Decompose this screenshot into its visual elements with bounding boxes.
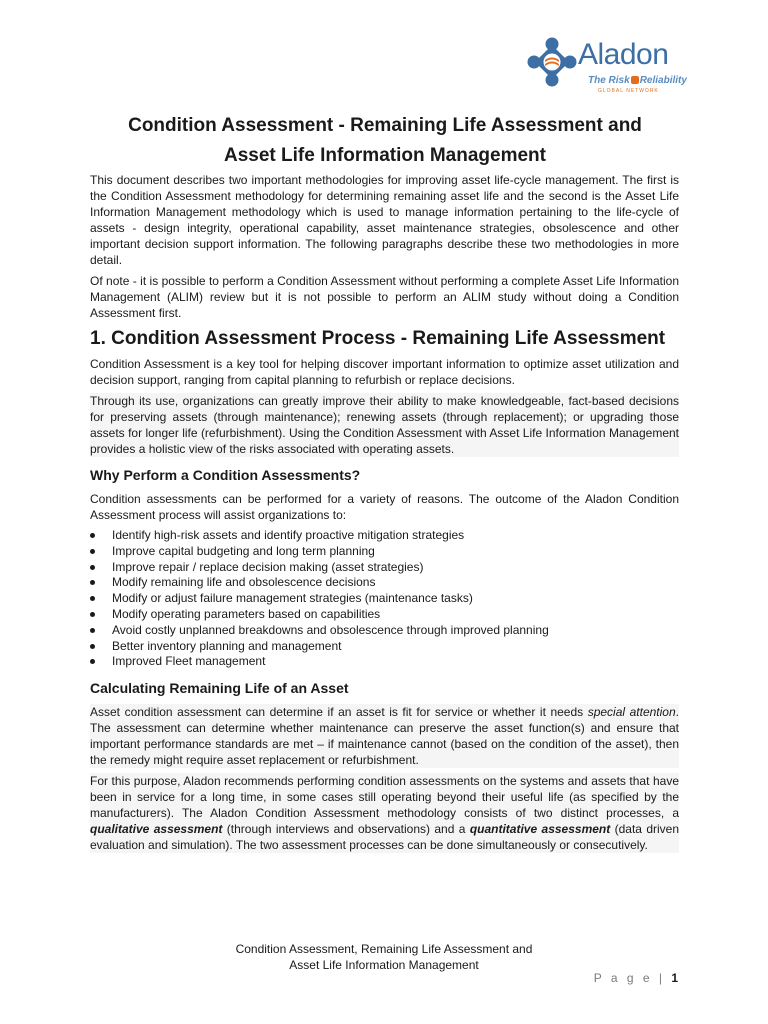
bullet-text: Modify remaining life and obsolescence decisions bbox=[112, 575, 376, 590]
calc-p2-text-end: (data driven evaluation and simulation). The two assessment processes can be done simultaneously or consecutively. bbox=[90, 822, 680, 853]
calc-p2-text-cont: (through interviews and observations) and a bbox=[222, 822, 470, 837]
bullet-item bbox=[90, 639, 679, 655]
qualitative-assessment-term: qualitative assessment bbox=[90, 822, 223, 837]
bullet-text: Identify high-risk assets and identify proactive mitigation strategies bbox=[112, 528, 465, 542]
bullet-text: Modify or adjust failure management strategies (maintenance tasks) bbox=[112, 591, 473, 606]
page-number bbox=[594, 971, 678, 985]
bullet-item bbox=[90, 623, 679, 639]
bullet-item bbox=[90, 544, 679, 560]
section-heading: 1. Condition Assessment Process - Remaining Life Assessment bbox=[90, 328, 666, 349]
bullet-item bbox=[90, 654, 679, 670]
logo-wordmark: Aladon bbox=[578, 38, 669, 71]
bullet-item bbox=[90, 607, 679, 623]
bullet-dot-icon bbox=[90, 596, 95, 601]
aladon-logo-mark-icon bbox=[526, 36, 578, 88]
page-footer bbox=[200, 941, 568, 973]
page-number-value: 1 bbox=[671, 971, 678, 985]
logo-network-label: GLOBAL NETWORK bbox=[598, 88, 659, 94]
document-title-line2: Asset Life Information Management bbox=[224, 145, 546, 166]
document-title-line1: Condition Assessment - Remaining Life Assessment and bbox=[128, 115, 642, 136]
section-paragraph: Condition Assessment is a key tool for helping discover important information to optimize asset utilization and decision support, ranging from capital planning to refurbish or replace decisions. bbox=[90, 357, 679, 387]
reasons-bullet-list bbox=[90, 528, 679, 670]
subsection-heading-calculating: Calculating Remaining Life of an Asset bbox=[90, 680, 349, 697]
quantitative-assessment-term: quantitative assessment bbox=[469, 822, 611, 837]
bullet-text: Improve repair / replace decision making (asset strategies) bbox=[112, 559, 424, 574]
calc-paragraph-1 bbox=[90, 704, 679, 768]
bullet-dot-icon bbox=[90, 628, 95, 633]
calc-p1-emphasis: special attention bbox=[587, 705, 676, 720]
bullet-item bbox=[90, 575, 679, 591]
bullet-dot-icon bbox=[90, 549, 95, 554]
logo-tagline-pre: The Risk bbox=[588, 75, 630, 86]
footer-line1: Condition Assessment, Remaining Life Assessment and bbox=[235, 942, 533, 956]
bullet-dot-icon bbox=[90, 612, 95, 617]
bullet-dot-icon bbox=[90, 659, 95, 664]
calc-paragraph-2 bbox=[90, 773, 679, 853]
bullet-text: Modify operating parameters based on capabilities bbox=[112, 606, 381, 621]
bullet-text: Avoid costly unplanned breakdowns and obsolescence through improved planning bbox=[112, 622, 549, 637]
logo-tagline-post: Reliability bbox=[639, 75, 687, 86]
document-body bbox=[90, 172, 679, 858]
section-paragraph: Through its use, organizations can greatly improve their ability to make knowledgeable, fact-based decisions for preserving assets (through maintenance); renewing assets (through replacement); or upgrading those assets for longer life (refurbishment). Using the Condition Assessment with Asset Life Information Management provides a holistic view of the risks associated with operating assets. bbox=[90, 394, 679, 456]
bullet-item bbox=[90, 528, 679, 544]
calc-p1-text: Asset condition assessment can determine if an asset is fit for service or whether it needs bbox=[90, 705, 588, 720]
subsection-heading-why: Why Perform a Condition Assessments? bbox=[90, 467, 361, 483]
calc-p1-text-cont: . The assessment can determine whether maintenance can preserve the asset function(s) and ensure that important performance standards are met – if maintenance cannot (based on the condition of the asset), then the remedy might require asset replacement or refurbishment. bbox=[90, 705, 679, 768]
bullet-dot-icon bbox=[90, 580, 95, 585]
bullet-item bbox=[90, 560, 679, 576]
bullet-text: Improved Fleet management bbox=[112, 654, 266, 669]
bullet-dot-icon bbox=[90, 565, 95, 570]
intro-paragraph: This document describes two important methodologies for improving asset life-cycle management. The first is the Condition Assessment methodology for determining remaining asset life and the second is the Asset Life Information Management methodology which is used to manage information pertaining to the life-cycle of assets - design integrity, operational capability, asset maintenance strategies, obsolescence and other important decision support information. The following paragraphs describe these two methodologies in more detail. bbox=[90, 173, 679, 267]
ampersand-icon bbox=[631, 76, 639, 84]
document-title bbox=[90, 111, 680, 171]
aladon-logo bbox=[526, 36, 687, 96]
footer-line2: Asset Life Information Management bbox=[289, 958, 479, 972]
bullet-text: Improve capital budgeting and long term planning bbox=[112, 543, 375, 558]
bullet-text: Better inventory planning and management bbox=[112, 638, 342, 653]
intro-note-paragraph: Of note - it is possible to perform a Condition Assessment without performing a complete Asset Life Information Management (ALIM) review but it is not possible to perform an ALIM study without doing a Condition Assessment first. bbox=[90, 274, 679, 320]
bullet-item bbox=[90, 591, 679, 607]
why-intro-paragraph: Condition assessments can be performed for a variety of reasons. The outcome of the Aladon Condition Assessment process will assist organizations to: bbox=[90, 492, 679, 522]
calc-p2-text: For this purpose, Aladon recommends performing condition assessments on the systems and assets that have been in service for a long time, in some cases still operating beyond their useful life (as specified by the manufacturers). The Aladon Condition Assessment methodology consists of two distinct processes, a bbox=[90, 774, 679, 821]
page-number-label: P a g e bbox=[593, 971, 653, 985]
logo-tagline bbox=[588, 75, 687, 86]
bullet-dot-icon bbox=[90, 533, 95, 538]
bullet-dot-icon bbox=[90, 644, 95, 649]
page-number-separator: | bbox=[652, 971, 672, 985]
